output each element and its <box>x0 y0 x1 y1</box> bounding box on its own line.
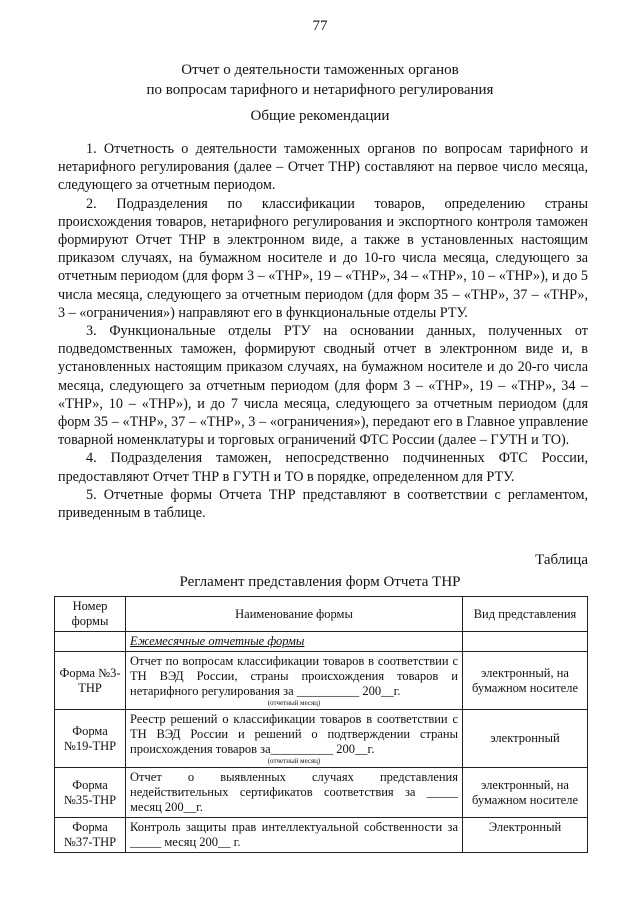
form-name-text: Реестр решений о классификации товаров в соответствии с ТН ВЭД России и решений о подтверждении страны происхождения товаров за__________ 200__г. <box>130 712 458 756</box>
form-name: Отчет о выявленных случаях представления недействительных сертификатов соответствия за _____ месяц 200__г. <box>126 768 463 818</box>
presentation-type: электронный, на бумажном носителе <box>463 652 588 710</box>
form-name-text: Отчет по вопросам классификации товаров в соответствии с ТН ВЭД России, страны происхождения товаров и нетарифного регулирования за __________ 200__г. <box>130 654 458 698</box>
table-row <box>55 818 588 853</box>
section-label: Ежемесячные отчетные формы <box>126 632 463 652</box>
table-row <box>55 710 588 768</box>
page-number: 77 <box>312 18 328 34</box>
form-number: Форма №3-ТНР <box>55 652 126 710</box>
paragraph-4: 4. Подразделения таможен, непосредственно подчиненных ФТС России, предоставляют Отчет ТНР в ГУТН и ТО в порядке, определенном для РТУ. <box>58 450 588 485</box>
paragraph-5: 5. Отчетные формы Отчета ТНР представляют в соответствии с регламентом, приведенным в таблице. <box>58 486 588 522</box>
form-number: Форма №35-ТНР <box>55 768 126 818</box>
table-row <box>55 768 588 818</box>
paragraph-3: 3. Функциональные отделы РТУ на основании данных, полученных от подведомственных таможен, формируют сводный отчет в электронном виде и, в установленных настоящим приказом случаях, на бумажном носителе и до 20-го числа месяца, следующего за отчетным периодом (для форм 3 – «ТНР», 19 – «ТНР», 34 – «ТНР», 10 – «ТНР»), и до 7 числа месяца, следующего за отчетным периодом (для форм 35 – «ТНР», 37 – «ТНР», 3 – «ограничения»), передают его в Главное управление товарной номенклатуры и торговых ограничений ФТС России (далее – ГУТН и ТО). <box>58 323 588 449</box>
form-name <box>126 710 463 768</box>
form-name: Контроль защиты прав интеллектуальной собственности за _____ месяц 200__ г. <box>126 818 463 853</box>
table-title: Регламент представления форм Отчета ТНР <box>179 574 461 590</box>
title-line-1: Отчет о деятельности таможенных органов <box>181 62 459 78</box>
presentation-type: электронный <box>463 710 588 768</box>
table-caption: Таблица <box>535 552 588 568</box>
paragraph-1: 1. Отчетность о деятельности таможенных органов по вопросам тарифного и нетарифного регулирования (далее – Отчет ТНР) составляют на первое число месяца, следующего за отчетным периодом. <box>58 141 588 194</box>
document-title <box>0 60 640 100</box>
presentation-type: Электронный <box>463 818 588 853</box>
form-number: Форма №37-ТНР <box>55 818 126 853</box>
form-name-note: (отчетный месяц) <box>267 699 321 707</box>
header-form-number: Номер формы <box>55 597 126 632</box>
header-presentation-type: Вид представления <box>463 597 588 632</box>
body-text <box>58 140 588 522</box>
form-name <box>126 652 463 710</box>
table-header-row <box>55 597 588 632</box>
table-section-row <box>55 632 588 652</box>
title-line-2: по вопросам тарифного и нетарифного регулирования <box>146 82 494 98</box>
table-row <box>55 652 588 710</box>
paragraph-2: 2. Подразделения по классификации товаров, определению страны происхождения товаров, нетарифного регулирования и экспортного контроля таможен формируют Отчет ТНР в электронном виде, а также в установленных настоящим приказом случаях, на бумажном носителе и до 10-го числа месяца, следующего за отчетным периодом (для форм 3 – «ТНР», 19 – «ТНР», 34 – «ТНР», 10 – «ТНР»), и до 5 числа месяца, следующего за отчетным периодом (для форм 35 – «ТНР», 37 – «ТНР», 3 – «ограничения») направляют его в функциональные отделы РТУ. <box>58 195 588 321</box>
form-name-note: (отчетный месяц) <box>267 757 321 765</box>
form-number: Форма №19-ТНР <box>55 710 126 768</box>
header-form-name: Наименование формы <box>126 597 463 632</box>
section-subtitle: Общие рекомендации <box>250 108 390 124</box>
presentation-type: электронный, на бумажном носителе <box>463 768 588 818</box>
regulation-table <box>54 596 588 853</box>
